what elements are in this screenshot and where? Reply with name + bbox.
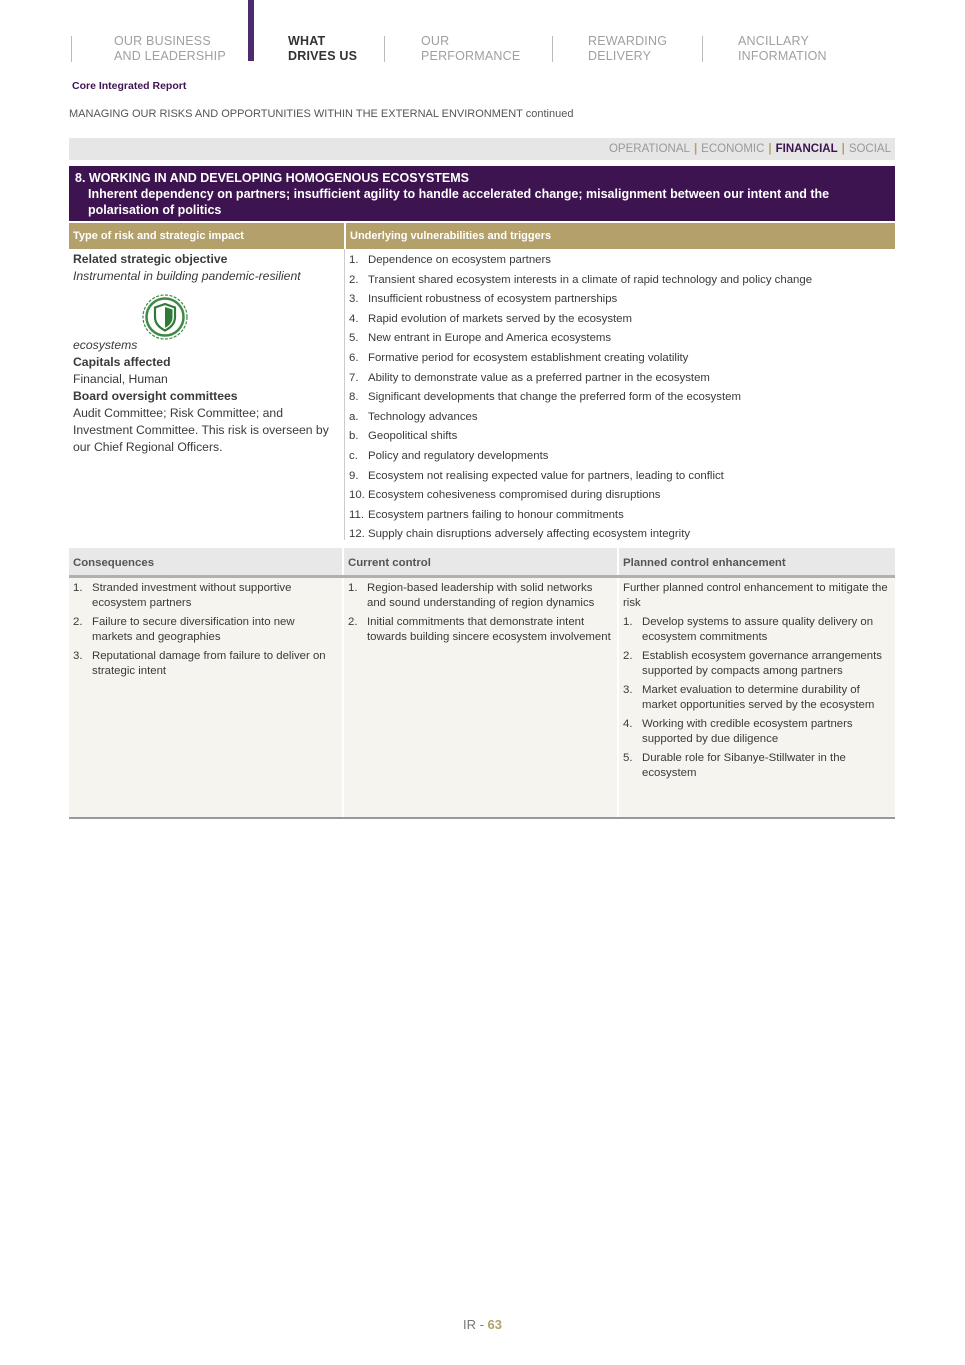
nav-our-business[interactable] [114, 34, 226, 64]
board-label: Board oversight committees [73, 389, 238, 403]
nav-divider [384, 36, 385, 62]
category-economic: ECONOMIC [701, 143, 765, 155]
item-text: Reputational damage from failure to deliver on strategic intent [92, 650, 326, 677]
item-text: Establish ecosystem governance arrangements supported by compacts among partners [642, 650, 882, 677]
item-number: 5. [623, 752, 633, 764]
item-text: Ecosystem partners failing to honour commitments [368, 508, 624, 521]
nav-rewarding-delivery[interactable] [588, 34, 667, 64]
item-number: 3. [73, 650, 83, 662]
item-number: 2. [349, 273, 359, 286]
item-number: 6. [349, 351, 359, 364]
item-number: 2. [348, 616, 358, 628]
nav-our-performance[interactable] [421, 34, 520, 64]
current-control-list [348, 581, 613, 645]
planned-control-list [623, 615, 891, 781]
item-text: Technology advances [368, 410, 478, 423]
list-item [349, 290, 889, 310]
nav-label: ANCILLARY [738, 34, 810, 48]
list-item [349, 506, 889, 526]
active-nav-indicator [248, 0, 254, 61]
item-text: Develop systems to assure quality delivery on ecosystem commitments [642, 616, 874, 643]
list-item [349, 271, 889, 291]
list-item [349, 388, 889, 408]
category-financial: FINANCIAL [775, 143, 838, 155]
item-text: Geopolitical shifts [368, 430, 458, 443]
risk-title: 8. WORKING IN AND DEVELOPING HOMOGENOUS ECOSYSTEMS [75, 171, 470, 185]
list-item [73, 581, 338, 611]
item-text: Formative period for ecosystem establishment creating volatility [368, 351, 689, 364]
list-item [348, 581, 613, 611]
list-item [349, 349, 889, 369]
item-text: Ability to demonstrate value as a preferred partner in the ecosystem [368, 371, 710, 384]
item-number: 4. [623, 718, 633, 730]
category-operational: OPERATIONAL [608, 143, 690, 155]
list-item [349, 467, 889, 487]
nav-divider [71, 36, 72, 62]
capitals-text: Financial, Human [73, 372, 168, 386]
item-number: 3. [623, 684, 633, 696]
board-text: Audit Committee; Risk Committee; and Investment Committee. This risk is overseen by our Chief Regional Officers. [73, 406, 329, 454]
item-text: Initial commitments that demonstrate intent towards building sincere ecosystem involvement [367, 616, 611, 643]
risk-subtitle: Inherent dependency on partners; insufficient agility to handle accelerated change; misalignment between our intent and the polarisation of politics [88, 187, 830, 217]
item-number: 3. [349, 293, 359, 306]
objective-text: Instrumental in building pandemic-resilient ecosystems [73, 269, 301, 352]
header-type-of-risk: Type of risk and strategic impact [73, 230, 244, 242]
list-item [349, 447, 889, 467]
nav-divider [552, 36, 553, 62]
controls-table [69, 548, 895, 819]
risk-impact-column [73, 251, 341, 456]
separator: | [841, 143, 845, 155]
list-item [349, 486, 889, 506]
item-number: 2. [73, 616, 83, 628]
item-text: Working with credible ecosystem partners supported by due diligence [642, 718, 853, 745]
item-text: Insufficient robustness of ecosystem partnerships [368, 293, 618, 306]
risk-category-bar [69, 138, 895, 160]
list-item [348, 615, 613, 645]
consequences-list [73, 581, 338, 679]
nav-label: INFORMATION [738, 49, 827, 63]
item-text: Ecosystem not realising expected value for partners, leading to conflict [368, 469, 724, 482]
item-number: 7. [349, 371, 359, 384]
item-number: 11. [349, 508, 364, 521]
list-item [349, 329, 889, 349]
list-item [623, 683, 891, 713]
item-number: 8. [349, 391, 359, 404]
list-item [349, 251, 889, 271]
item-text: Region-based leadership with solid networks and sound understanding of region dynamics [367, 582, 595, 609]
item-text: Stranded investment without supportive ecosystem partners [92, 582, 292, 609]
list-item [73, 615, 338, 645]
report-label: Core Integrated Report [72, 80, 187, 92]
item-number: a. [349, 410, 359, 423]
objective-label: Related strategic objective [73, 252, 228, 266]
item-text: New entrant in Europe and America ecosystems [368, 332, 612, 345]
item-number: 1. [623, 616, 633, 628]
category-social: SOCIAL [848, 143, 891, 155]
nav-label: DRIVES US [288, 49, 358, 63]
separator: | [768, 143, 772, 155]
nav-divider [702, 36, 703, 62]
list-item [349, 427, 889, 447]
list-item [623, 751, 891, 781]
vulnerabilities-list [349, 251, 889, 545]
nav-label: PERFORMANCE [421, 49, 521, 63]
list-item [73, 649, 338, 679]
nav-ancillary-information[interactable] [738, 34, 827, 64]
item-number: 10. [349, 489, 365, 502]
section-nav [0, 0, 965, 70]
header-vulnerabilities: Underlying vulnerabilities and triggers [350, 230, 552, 242]
list-item [349, 310, 889, 330]
planned-intro: Further planned control enhancement to mitigate the risk [623, 582, 888, 609]
item-text: Durable role for Sibanye-Stillwater in the ecosystem [642, 752, 846, 779]
nav-label: REWARDING [588, 34, 668, 48]
item-number: 1. [349, 254, 359, 266]
nav-label: OUR [421, 34, 450, 48]
item-number: 1. [73, 582, 83, 594]
header-consequences: Consequences [69, 548, 344, 575]
list-item [623, 717, 891, 747]
footer-prefix: IR - [462, 1317, 488, 1332]
item-text: Policy and regulatory developments [368, 449, 549, 462]
column-divider [344, 249, 345, 540]
header-planned-control: Planned control enhancement [623, 557, 786, 569]
risk-title-box [69, 166, 895, 221]
item-text: Failure to secure diversification into new markets and geographies [92, 616, 295, 643]
header-current-control: Current control [344, 548, 619, 575]
shield-icon [141, 293, 189, 341]
item-number: 2. [623, 650, 633, 662]
item-text: Ecosystem cohesiveness compromised during disruptions [368, 489, 661, 502]
nav-label: AND LEADERSHIP [114, 49, 226, 63]
section-title: MANAGING OUR RISKS AND OPPORTUNITIES WITHIN THE EXTERNAL ENVIRONMENT continued [69, 108, 574, 120]
risk-table-header [69, 223, 895, 249]
item-number: 5. [349, 332, 359, 345]
item-text: Significant developments that change the preferred form of the ecosystem [368, 391, 741, 404]
nav-label: WHAT [288, 34, 326, 48]
list-item [349, 369, 889, 389]
list-item [349, 408, 889, 428]
item-text: Dependence on ecosystem partners [368, 254, 551, 266]
item-number: 1. [348, 582, 358, 594]
item-text: Supply chain disruptions adversely affecting ecosystem integrity [368, 528, 691, 541]
item-number: 12. [349, 528, 365, 541]
item-number: c. [349, 449, 358, 462]
item-number: 4. [349, 312, 359, 325]
nav-label: DELIVERY [588, 49, 652, 63]
separator: | [693, 143, 698, 155]
page-number: 63 [487, 1317, 503, 1332]
list-item [623, 615, 891, 645]
item-text: Market evaluation to determine durability of market opportunities served by the ecosystem [642, 684, 875, 711]
list-item [349, 525, 889, 545]
capitals-label: Capitals affected [73, 355, 171, 369]
list-item [623, 649, 891, 679]
nav-label: OUR BUSINESS [114, 34, 211, 48]
item-text: Transient shared ecosystem interests in a climate of rapid technology and policy change [368, 273, 813, 286]
page-footer [0, 1317, 965, 1332]
item-text: Rapid evolution of markets served by the ecosystem [368, 312, 633, 325]
item-number: 9. [349, 469, 359, 482]
nav-what-drives-us[interactable] [288, 34, 357, 64]
item-number: b. [349, 430, 359, 443]
